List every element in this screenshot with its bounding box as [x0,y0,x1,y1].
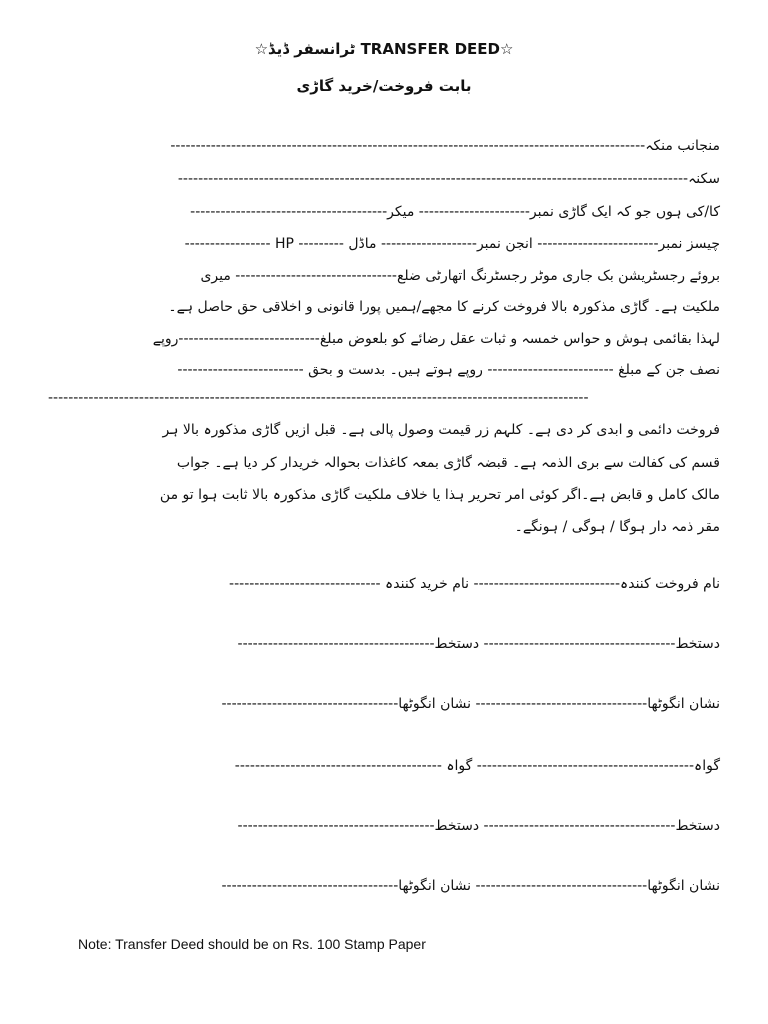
title-text: ☆ٹرانسفر ڈیڈ TRANSFER DEED☆ [254,40,514,58]
form-line-vehicle-number: کا/کی ہوں جو کہ ایک گاڑی نمبر---------------------- میکر--------------------------------------- [190,204,720,220]
signature-row-names: نام فروخت کنندہ----------------------------- نام خرید کنندہ ------------------------------ [229,576,720,592]
signature-row-witness-sign: دستخط-------------------------------------- دستخط--------------------------------------- [237,818,720,834]
form-line-seller: منجانب منکہ---------------------------------------------------------------------------------------------- [170,138,720,154]
paragraph-line-3: مالک کامل و قابض ہے۔اگر کوئی امر تحریر ہذا یا خلاف ملکیت گاڑی مذکورہ بالا ثابت ہوا تو من [159,487,720,503]
form-line-blank: ----------------------------------------------------------------------------------------------------------- [48,390,589,406]
form-line-registration: بروئے رجسٹریشن بک جاری موٹر رجسٹرنگ اتھارٹی ضلع-------------------------------- میری [200,268,720,284]
form-line-amount: لہذا بقائمی ہوش و حواس خمسہ و ثبات عقل رضائے کو بلعوض مبلغ----------------------------روپے [152,331,720,347]
form-line-address: سکنہ----------------------------------------------------------------------------------------------------- [177,171,720,187]
form-line-half-amount: نصف جن کے مبلغ ------------------------- روپے ہوتے ہیں۔ بدست و بحق ------------------------- [177,362,720,378]
stamp-paper-note: Note: Transfer Deed should be on Rs. 100 Stamp Paper [78,936,426,952]
paragraph-line-2: قسم کی کفالت سے بری الذمہ ہے۔ قبضہ گاڑی بمعہ کاغذات بحوالہ خریدار کر دیا ہے۔ جواب [176,455,720,471]
form-line-ownership: ملکیت ہے۔ گاڑی مذکورہ بالا فروخت کرنے کا مجھے/ہمیں پورا قانونی و اخلاقی حق حاصل ہے۔ [168,299,720,315]
document-subtitle: بابت فروخت/خرید گاڑی [296,77,472,95]
signature-row-sign: دستخط-------------------------------------- دستخط--------------------------------------- [237,636,720,652]
form-line-chassis-engine: چیسز نمبر------------------------ انجن نمبر------------------- ماڈل --------- HP ----------------- [184,236,720,252]
paragraph-line-1: فروخت دائمی و ابدی کر دی ہے۔ کلہم زر قیمت وصول پالی ہے۔ قبل ازیں گاڑی مذکورہ بالا ہر [162,422,720,438]
signature-row-witness-thumb: نشان انگوٹھا---------------------------------- نشان انگوٹھا----------------------------------- [221,878,720,894]
paragraph-line-4: مقر ذمہ دار ہوگا / ہوگی / ہونگے۔ [514,519,720,535]
document-title [0,40,768,58]
signature-row-witness: گواہ------------------------------------------- گواہ ----------------------------------------- [234,758,720,774]
signature-row-thumb: نشان انگوٹھا---------------------------------- نشان انگوٹھا----------------------------------- [221,696,720,712]
